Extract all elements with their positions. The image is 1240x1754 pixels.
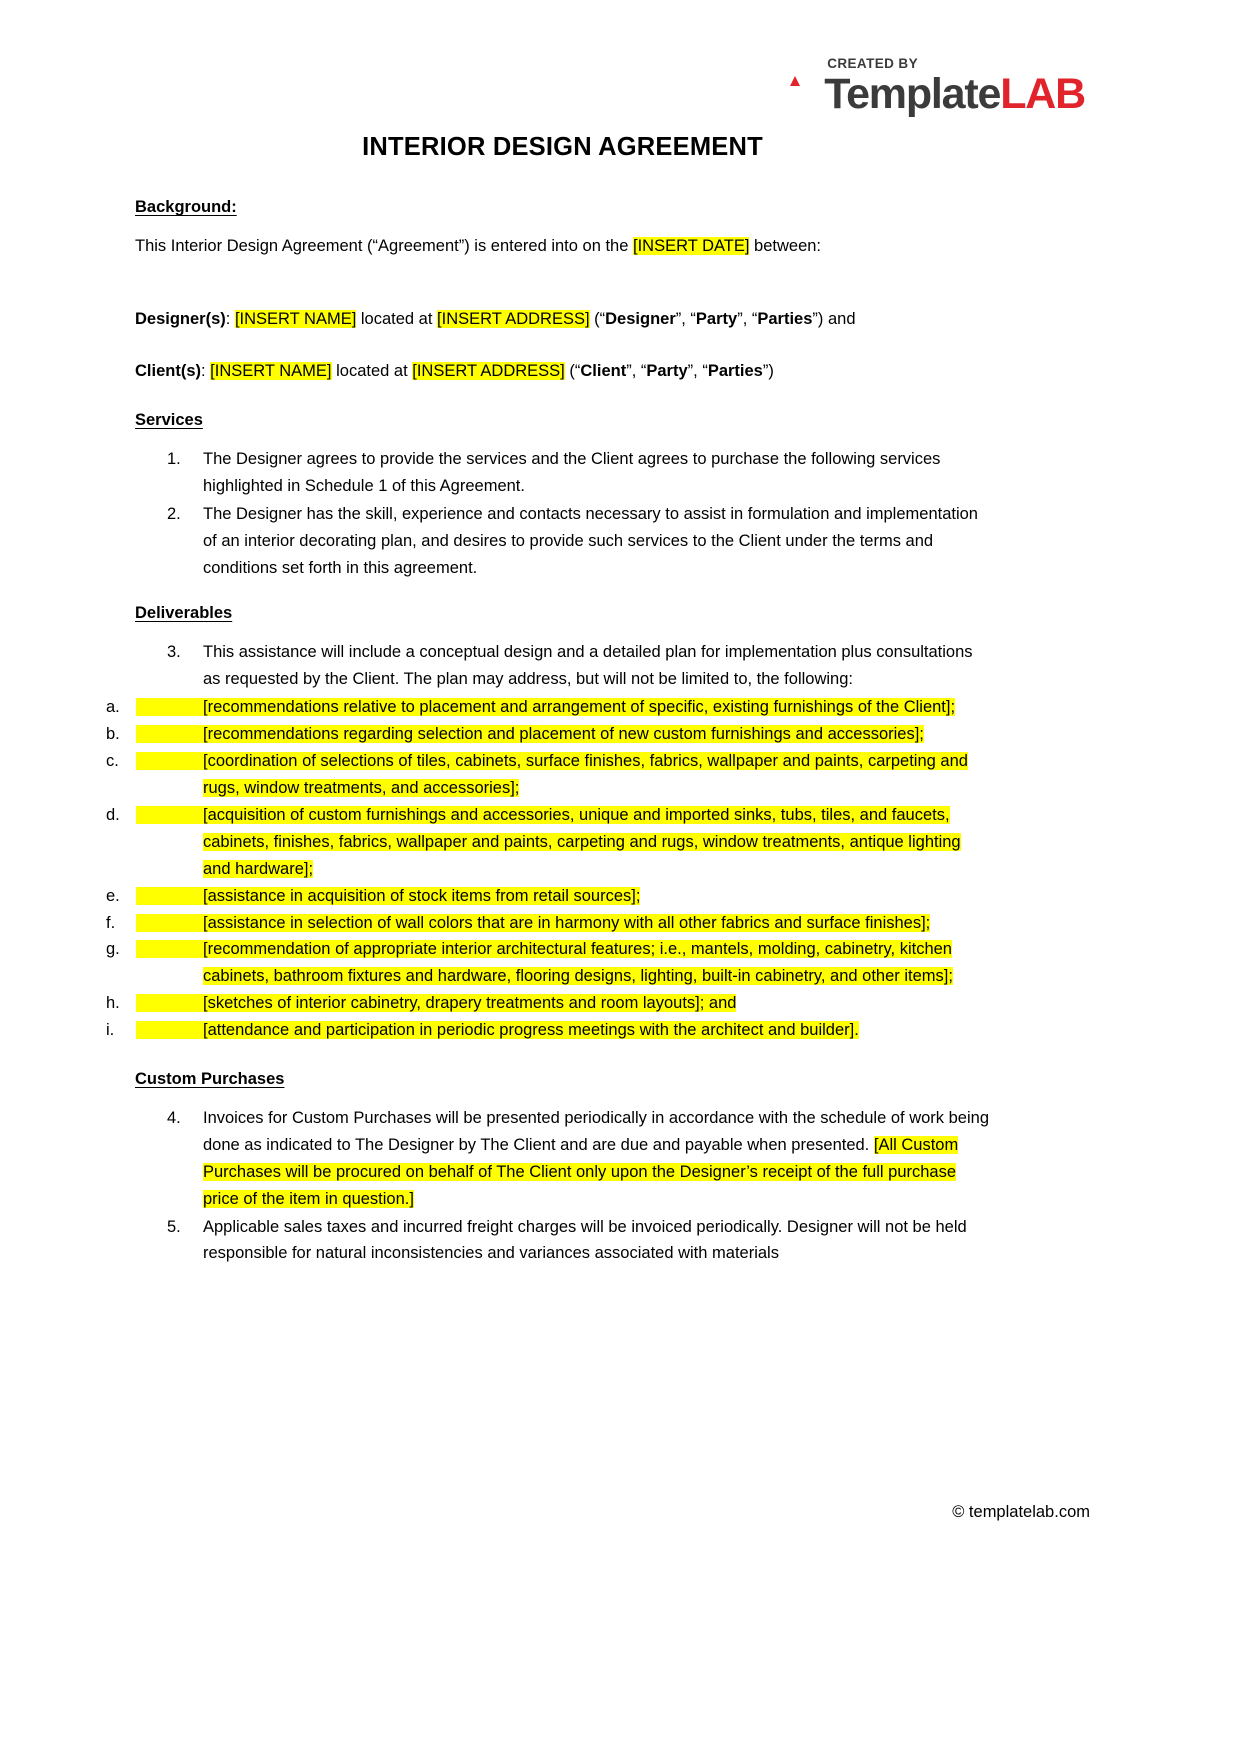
services-list — [135, 446, 990, 581]
list-item — [106, 990, 990, 1017]
list-item-text: The Designer agrees to provide the services and the Client agrees to purchase the following services highlighted in Schedule 1 of this Agreement. — [203, 450, 941, 496]
footer-copyright: © templatelab.com — [952, 1503, 1090, 1521]
list-item-text: [sketches of interior cabinetry, drapery treatments and room layouts]; and — [203, 994, 737, 1013]
client-separator-2: ”, “ — [687, 362, 708, 381]
list-item-text: Applicable sales taxes and incurred freight charges will be invoiced periodically. Designer will not be held responsible for natural inconsistencies and variances associated with materials — [203, 1217, 967, 1263]
list-item — [106, 802, 990, 883]
list-marker: 1. — [167, 450, 181, 469]
insert-date-placeholder[interactable]: [INSERT DATE] — [633, 237, 750, 255]
section-heading-services: Services — [135, 411, 203, 430]
list-item — [106, 639, 990, 1044]
list-marker: 5. — [167, 1217, 181, 1236]
list-item — [135, 501, 990, 582]
client-term-party: Party — [646, 362, 688, 381]
list-item — [106, 936, 990, 990]
list-item-text: The Designer has the skill, experience and contacts necessary to assist in formulation and implementation of an interior decorating plan, and desires to provide such services to the Client under the terms and conditions set forth in this agreement. — [203, 504, 978, 577]
designer-term-party: Party — [695, 309, 738, 328]
list-item-text: Invoices for Custom Purchases will be presented periodically in accordance with the schedule of work being done as indicated to The Designer by The Client and are due and payable when presented. — [203, 1108, 989, 1154]
logo-triangle-icon — [790, 76, 800, 86]
client-colon: : — [201, 362, 211, 381]
designer-colon: : — [225, 309, 235, 328]
list-marker: f. — [106, 913, 116, 932]
list-item-text: [attendance and participation in periodic progress meetings with the architect and builder]. — [203, 1021, 859, 1040]
list-item-text: This assistance will include a conceptual design and a detailed plan for implementation plus consultations as requested by the Client. The plan may address, but will not be limited to, the following: — [203, 642, 973, 688]
list-item — [106, 883, 990, 910]
sub-item-highlighted — [106, 913, 931, 932]
list-marker: e. — [106, 886, 120, 905]
sub-item-highlighted — [106, 752, 968, 798]
list-item-text: [recommendation of appropriate interior architectural features; i.e., mantels, molding, cabinetry, kitchen cabinets, bathroom fixtures and hardware, flooring designs, lighting, built-in cabinetry, and other items]; — [203, 940, 953, 986]
designer-term-designer: Designer — [605, 309, 676, 328]
designer-name-placeholder[interactable]: [INSERT NAME] — [234, 309, 357, 328]
list-marker: 4. — [167, 1108, 181, 1127]
client-terms-open: (“ — [564, 362, 581, 381]
client-address-placeholder[interactable]: [INSERT ADDRESS] — [412, 362, 565, 381]
client-term-client: Client — [580, 362, 627, 381]
logo-template-text: Template — [824, 69, 1001, 118]
sub-item-highlighted — [106, 698, 956, 717]
list-item — [106, 721, 990, 748]
list-marker: 2. — [167, 504, 181, 523]
section-heading-background: Background: — [135, 198, 237, 216]
list-marker: c. — [106, 752, 119, 771]
list-item — [106, 694, 990, 721]
custom-purchases-list — [135, 1105, 990, 1267]
designer-terms-close: ”) and — [812, 309, 856, 328]
document-body — [106, 133, 990, 1289]
list-item — [106, 748, 990, 802]
designer-terms-open: (“ — [589, 309, 606, 328]
designer-term-parties: Parties — [757, 309, 813, 328]
page-title: INTERIOR DESIGN AGREEMENT — [362, 133, 763, 161]
templatelab-logo — [824, 57, 1085, 116]
deliverables-sub-list — [106, 694, 990, 1044]
list-item-text: [assistance in selection of wall colors that are in harmony with all other fabrics and surface finishes]; — [203, 913, 931, 932]
client-party-line — [135, 358, 990, 385]
list-item-text: [coordination of selections of tiles, cabinets, surface finishes, fabrics, wallpaper and paints, carpeting and rugs, window treatments, and accessories]; — [203, 752, 968, 798]
designer-label: Designer(s) — [135, 309, 226, 328]
logo-created-by-label: CREATED BY — [827, 56, 918, 71]
client-label: Client(s) — [135, 362, 201, 381]
list-item — [106, 1017, 990, 1044]
list-item-text: [recommendations relative to placement and arrangement of specific, existing furnishings of the Client]; — [203, 698, 956, 717]
list-item-text: [assistance in acquisition of stock items from retail sources]; — [203, 886, 641, 905]
list-marker: h. — [106, 994, 120, 1013]
sub-item-highlighted — [106, 994, 737, 1013]
list-marker: i. — [106, 1021, 115, 1040]
list-marker: d. — [106, 805, 120, 824]
custom-purchases-highlighted-clause: [All Custom Purchases will be procured on behalf of The Client only upon the Designer’s receipt of the full purchase price of the item in question.] — [203, 1135, 959, 1208]
list-item-text: [recommendations regarding selection and placement of new custom furnishings and accessories]; — [203, 725, 924, 744]
list-item — [135, 446, 990, 500]
sub-item-highlighted — [106, 886, 641, 905]
intro-text-before: This Interior Design Agreement (“Agreement”) is entered into on the — [135, 237, 633, 255]
client-located-text: located at — [331, 362, 413, 381]
list-marker: g. — [106, 940, 120, 959]
sub-item-highlighted — [106, 805, 961, 878]
deliverables-list — [106, 639, 990, 1044]
list-item — [106, 910, 990, 937]
client-term-parties: Parties — [707, 362, 763, 381]
designer-address-placeholder[interactable]: [INSERT ADDRESS] — [437, 309, 590, 328]
list-item — [135, 1105, 990, 1213]
list-item — [135, 1214, 990, 1268]
section-heading-deliverables: Deliverables — [135, 603, 233, 622]
list-marker: a. — [106, 698, 120, 717]
sub-item-highlighted — [106, 725, 924, 744]
designer-separator-2: ”, “ — [737, 309, 758, 328]
sub-item-highlighted — [106, 1021, 859, 1040]
designer-located-text: located at — [356, 309, 438, 328]
section-heading-custom-purchases: Custom Purchases — [135, 1069, 285, 1088]
designer-party-line — [135, 306, 990, 333]
background-intro-paragraph — [135, 233, 990, 260]
logo-wordmark — [824, 69, 1085, 118]
client-name-placeholder[interactable]: [INSERT NAME] — [210, 362, 332, 381]
client-terms-close: ”) — [762, 362, 774, 381]
list-marker: 3. — [167, 642, 181, 661]
list-item-text: [acquisition of custom furnishings and accessories, unique and imported sinks, tubs, tiles, and faucets, cabinets, finishes, fabrics, wallpaper and paints, carpeting and rugs, window treatments, antique lighting and hardware]; — [203, 805, 961, 878]
designer-separator-1: ”, “ — [675, 309, 696, 328]
list-marker: b. — [106, 725, 120, 744]
intro-text-after: between: — [749, 237, 822, 255]
client-separator-1: ”, “ — [626, 362, 647, 381]
sub-item-highlighted — [106, 940, 953, 986]
logo-lab-text: LAB — [1000, 69, 1085, 118]
